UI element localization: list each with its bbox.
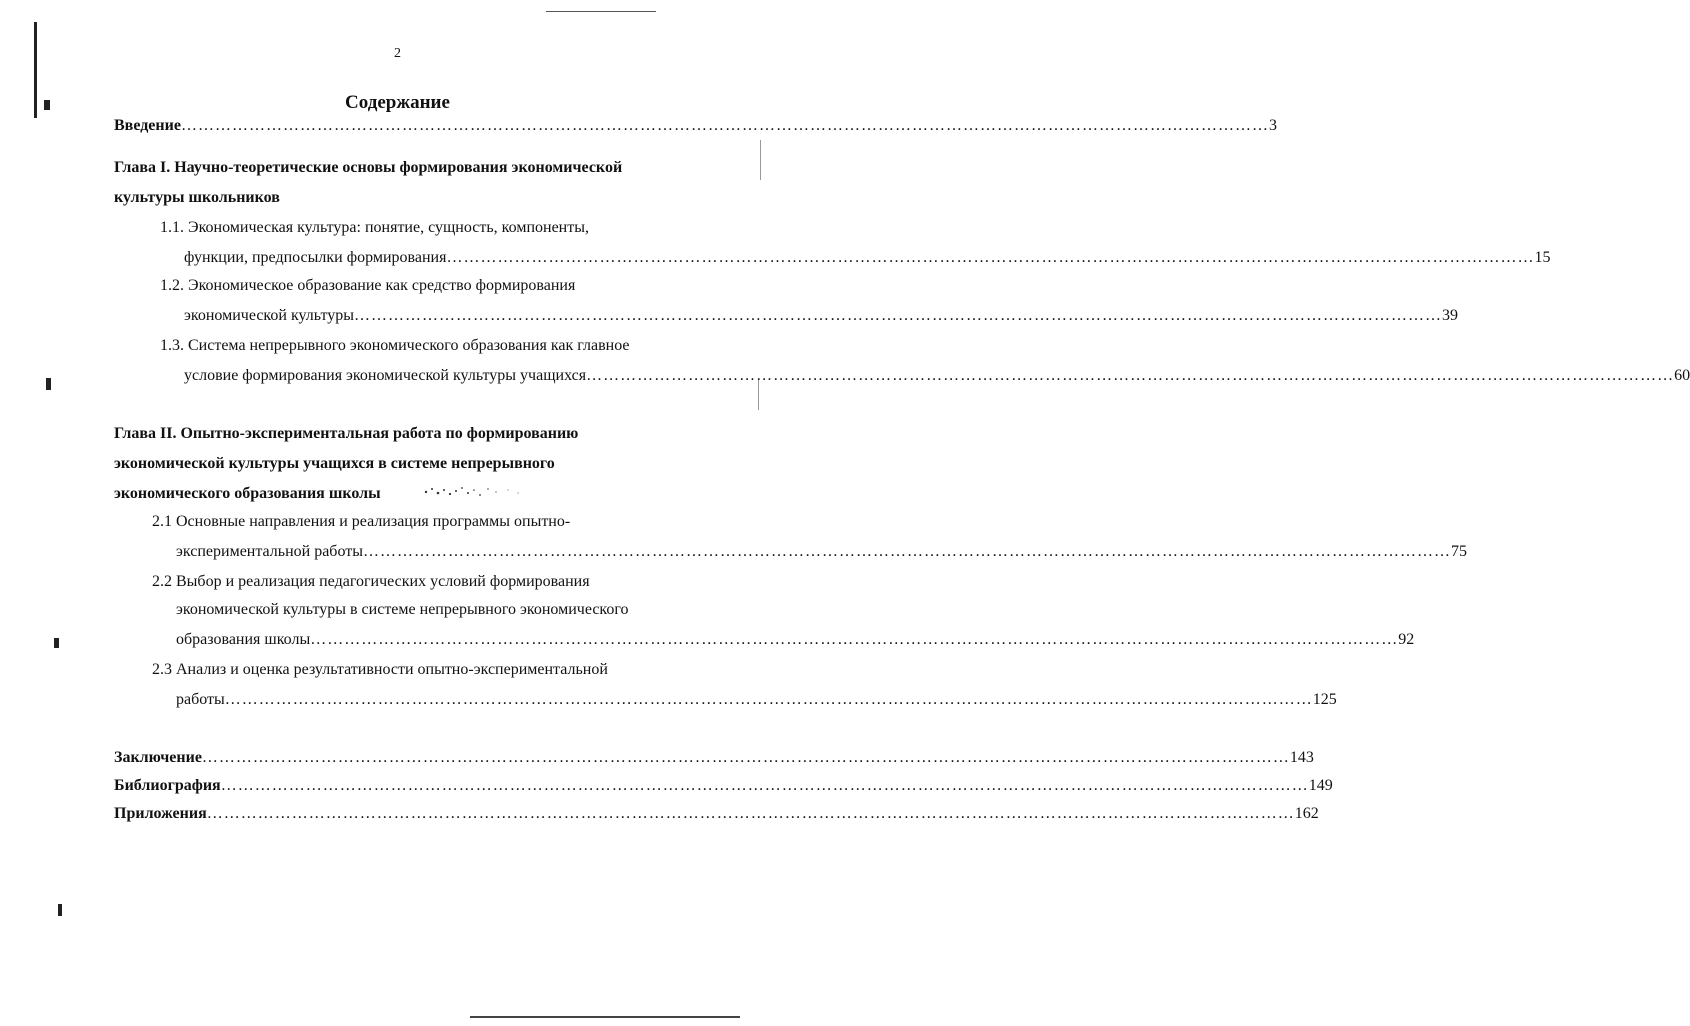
- chapter-heading: экономического образования школы: [114, 485, 381, 502]
- scan-side-line: [760, 140, 761, 180]
- toc-entry-page: 149: [1308, 777, 1333, 794]
- toc-entry-page: 75: [1450, 543, 1467, 560]
- toc-section-entry: [184, 366, 1690, 386]
- toc-entry-label: Приложения: [114, 805, 207, 822]
- toc-section-title: 2.3 Анализ и оценка результативности опытно-экспериментальной: [152, 661, 608, 678]
- toc-entry-label: функции, предпосылки формирования: [184, 249, 447, 266]
- toc-entry-page: 60: [1674, 367, 1690, 384]
- toc-entry-page: 162: [1294, 805, 1319, 822]
- toc-section-title: 1.3. Система непрерывного экономического образования как главное: [160, 337, 630, 354]
- dot-leader: …………………………………………………………………………………………………………………………………………………………………………: [354, 307, 1442, 324]
- chapter-heading: Глава I. Научно-теоретические основы формирования экономической: [114, 159, 623, 176]
- page-title: Содержание: [345, 92, 450, 113]
- toc-entry-label: экспериментальной работы: [176, 543, 363, 560]
- scan-top-line: [546, 11, 656, 12]
- toc-section-title: 1.1. Экономическая культура: понятие, сущность, компоненты,: [160, 219, 589, 236]
- toc-entry-page: 92: [1398, 631, 1415, 648]
- toc-section-title: 2.1 Основные направления и реализация программы опытно-: [152, 513, 571, 530]
- scan-speck: [54, 638, 59, 648]
- toc-section-entry: [176, 690, 1337, 710]
- toc-section-title: экономической культуры в системе непрерывного экономического: [176, 601, 629, 618]
- scan-noise: [418, 484, 528, 500]
- toc-section-title: 2.2 Выбор и реализация педагогических условий формирования: [152, 573, 590, 590]
- toc-section-entry: [184, 306, 1458, 326]
- toc-entry-label: экономической культуры: [184, 307, 354, 324]
- dot-leader: …………………………………………………………………………………………………………………………………………………………………………: [310, 631, 1399, 648]
- toc-entry-page: 143: [1289, 749, 1314, 766]
- toc-entry-page: 15: [1534, 249, 1551, 266]
- toc-entry-label: Библиография: [114, 777, 221, 794]
- page-number: 2: [394, 46, 401, 61]
- scan-speck: [58, 904, 62, 916]
- toc-entry-appendices: [114, 804, 1319, 824]
- dot-leader: …………………………………………………………………………………………………………………………………………………………………………: [206, 805, 1295, 822]
- toc-section-title: 1.2. Экономическое образование как средство формирования: [160, 277, 576, 294]
- toc-section-entry: [176, 630, 1415, 650]
- toc-entry-page: 125: [1312, 691, 1337, 708]
- chapter-heading: Глава II. Опытно-экспериментальная работа по формированию: [114, 425, 579, 442]
- toc-section-entry: [176, 542, 1467, 562]
- toc-entry-label: условие формирования экономической культуры учащихся: [184, 367, 587, 384]
- toc-entry-bibliography: [114, 776, 1333, 796]
- dot-leader: …………………………………………………………………………………………………………………………………………………………………………: [224, 691, 1313, 708]
- dot-leader: …………………………………………………………………………………………………………………………………………………………………………: [220, 777, 1309, 794]
- chapter-heading: экономической культуры учащихся в системе непрерывного: [114, 455, 555, 472]
- toc-entry-page: 39: [1442, 307, 1458, 324]
- chapter-heading: культуры школьников: [114, 189, 280, 206]
- dot-leader: …………………………………………………………………………………………………………………………………………………………………………: [586, 367, 1675, 384]
- toc-entry-conclusion: [114, 748, 1314, 768]
- scan-speck: [46, 378, 51, 390]
- toc-entry-label: работы: [176, 691, 225, 708]
- toc-entry-label: образования школы: [176, 631, 311, 648]
- dot-leader: …………………………………………………………………………………………………………………………………………………………………………: [446, 249, 1535, 266]
- toc-entry-label: Введение: [114, 117, 181, 134]
- dot-leader: …………………………………………………………………………………………………………………………………………………………………………: [180, 117, 1269, 134]
- toc-section-entry: [184, 248, 1551, 268]
- toc-entry-page: 3: [1268, 117, 1277, 134]
- scan-bottom-line: [470, 1016, 740, 1018]
- toc-entry-intro: [114, 116, 1277, 136]
- dot-leader: …………………………………………………………………………………………………………………………………………………………………………: [362, 543, 1451, 560]
- dot-leader: …………………………………………………………………………………………………………………………………………………………………………: [201, 749, 1290, 766]
- toc-entry-label: Заключение: [114, 749, 202, 766]
